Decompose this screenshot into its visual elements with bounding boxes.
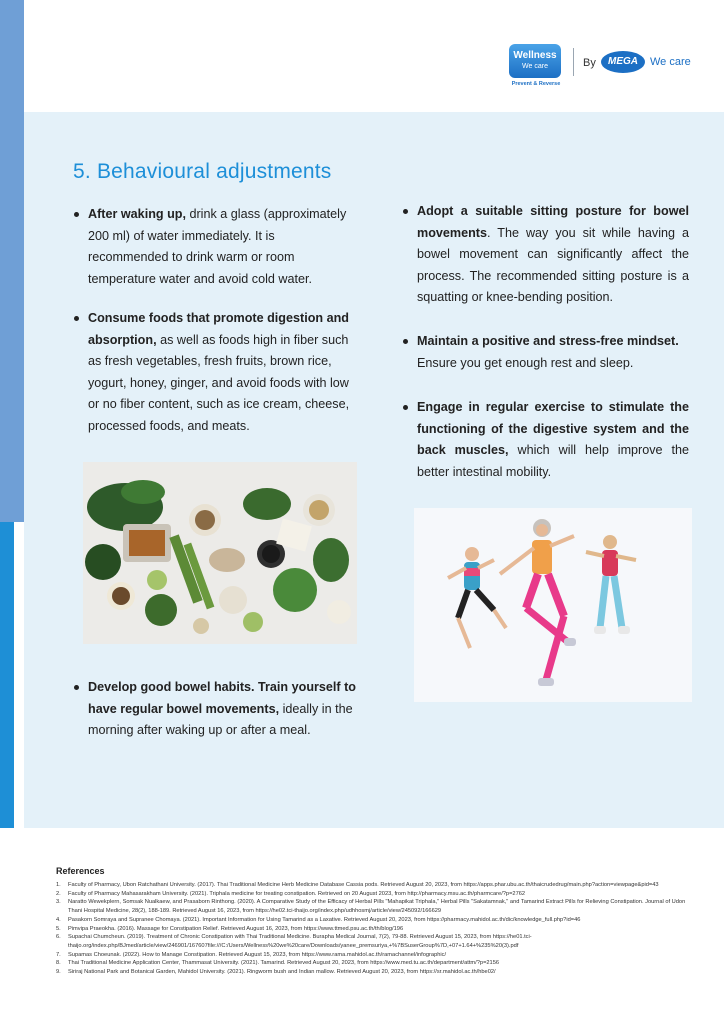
reference-item (56, 959, 696, 968)
reference-text: Faculty of Pharmacy, Ubon Ratchathani University. (2017). Thai Traditional Medicine Herb Medicine Database Cassia pods. Retrieved August 20, 2023, from https://apps.phar.ubu.ac.th/thaicrudedrug/main.php?action=viewpage&pid=43 (68, 882, 659, 888)
side-accent-bar-bottom (0, 522, 14, 828)
section-title: 5. Behavioural adjustments (73, 160, 332, 183)
reference-item (56, 951, 696, 960)
reference-text: Faculty of Pharmacy Mahasarakham University. (2021). Triphala medicine for treating constipation. Retrieved on 20 August 2023, from http://pharmacy.msu.ac.th/pharmcare/?p=2762 (68, 890, 526, 897)
reference-text: Thai Traditional Medicine Application Center, Thammasat University. (2021). Tamarind. Retrieved August 20, 2023, from https://www.med.tu.ac.th/department/attm/?p=2156 (68, 960, 500, 967)
side-accent-bar-top (0, 0, 24, 522)
reference-number: 1. (56, 882, 61, 888)
references-list (56, 881, 696, 977)
reference-text: Supachai Chumcheun. (2019). Treatment of Chronic Constipation with Thai Traditional Medicine. Burapha Medical Journal, 7(2), 79-88. Retrieved August 15, 2023, from https://he01.tci-thaijo.org/index.php/BJmed/article/view/246901/167607file:///C:/Users/Wellness%20we%20care/Downloads/yanee_premsuriya,+%7BSuserGroup%7D,+07+1.64+%235%20(3).pdf (68, 934, 532, 949)
reference-number: 3. (56, 899, 61, 906)
reference-number: 2. (56, 890, 61, 897)
wellness-tagline: Prevent & Reverse (511, 81, 561, 87)
mega-logo: MEGA (601, 51, 645, 73)
bullet-bold: Engage in regular exercise to stimulate the functioning of the digestive system and the back muscles, (417, 400, 689, 458)
reference-item (56, 925, 696, 934)
bullet-sitting-posture (417, 201, 689, 309)
bullet-bowel-habits (88, 677, 358, 742)
bullet-bold: Adopt a suitable sitting posture for bowel movements (417, 204, 689, 240)
reference-text: Supamas Choeunak. (2022). How to Manage Constipation. Retrieved August 15, 2023, from https://www.rama.mahidol.ac.th/ramachannel/infographic/ (68, 951, 447, 958)
bullet-text: . The way you sit while having a bowel movement can significantly affect the process. The recommended sitting posture is a squatting or knee-bending position. (417, 225, 689, 305)
bullet-after-waking (88, 204, 358, 290)
references-title: References (56, 866, 105, 876)
bullet-text: as well as foods high in fiber such as fresh vegetables, fresh fruits, brown rice, yogurt, honey, ginger, and avoid foods with low or no fiber content, such as ice cream, cheese, processed foods, and meats. (88, 332, 350, 433)
bullet-text: drink a glass (approximately 200 ml) of water immediately. It is recommended to drink warm or room temperature water and avoid cold water. (88, 207, 347, 286)
reference-number: 4. (56, 916, 61, 923)
logo-divider (573, 48, 574, 76)
reference-text: Siriraj National Park and Botanical Garden, Mahidol University. (2021). Ringworm bush and Indian mallow. Retrieved August 20, 2023, from https://sr.mahidol.ac.th/hbe02/ (68, 969, 496, 976)
mega-wecare-text: We care (650, 56, 691, 68)
reference-item (56, 881, 696, 890)
wellness-logo (509, 44, 561, 78)
reference-item (56, 916, 696, 925)
reference-item (56, 890, 696, 899)
logo-by-text: By (583, 57, 596, 69)
reference-item (56, 933, 696, 950)
reference-item (56, 968, 696, 977)
bullet-text: ideally in the morning after waking up or after a meal. (88, 701, 353, 738)
bullet-bold: Maintain a positive and stress-free mindset. (417, 334, 679, 348)
bullet-bold: Consume foods that promote digestion and absorption, (88, 311, 349, 347)
bullet-bold: Develop good bowel habits. Train yourself to have regular bowel movements, (88, 680, 356, 716)
bullet-text: which will help improve the better intestinal mobility. (417, 443, 689, 479)
reference-text: Pimvipa Praeokha. (2016). Massage for Constipation Relief. Retrieved August 16, 2023, from https://www.ttmed.psu.ac.th/th/blog/196 (68, 925, 404, 932)
bullet-bold: After waking up, (88, 207, 186, 221)
exercise-illustration (414, 508, 692, 702)
reference-number: 6. (56, 934, 61, 941)
healthy-food-illustration (83, 462, 357, 644)
bullet-consume-foods (88, 308, 358, 438)
reference-number: 5. (56, 925, 61, 932)
reference-text: Pasakorn Somraya and Supranee Chomaya. (2021). Important Information for Using Tamarind as a Laxative. Retrieved August 20, 2023, from https://pharmacy.mahidol.ac.th/dic/knowledge_full.php?id=46 (68, 916, 581, 923)
reference-number: 7. (56, 951, 61, 958)
reference-number: 8. (56, 960, 61, 967)
bullet-regular-exercise (417, 397, 689, 483)
bullet-positive-mindset (417, 331, 689, 374)
wellness-logo-name: Wellness (513, 50, 557, 61)
reference-item (56, 898, 696, 915)
reference-number: 9. (56, 969, 61, 976)
bullet-text: Ensure you get enough rest and sleep. (417, 355, 634, 370)
wellness-logo-sub: We care (522, 63, 548, 70)
exercise-women-image (414, 508, 692, 702)
healthy-food-image (83, 462, 357, 644)
references-section (56, 866, 696, 977)
reference-text: Naratto Wewekplern, Somsak Nualkaew, and Prasaborn Rinthong. (2020). A Comparative Study of the Efficacy of Herbal Pills "Mahapikat Triphala," Herbal Pills "Sakatamnak," and Tamarind Extract Pills for Relieving Constipation. Journal of Udon Thani Hospital Medicine, 28(2), 188-189. Retrieved August 16, 2023, from https://he02.tci-thaijo.org/index.php/udhhosmj/article/view/245092/166629 (68, 899, 686, 915)
